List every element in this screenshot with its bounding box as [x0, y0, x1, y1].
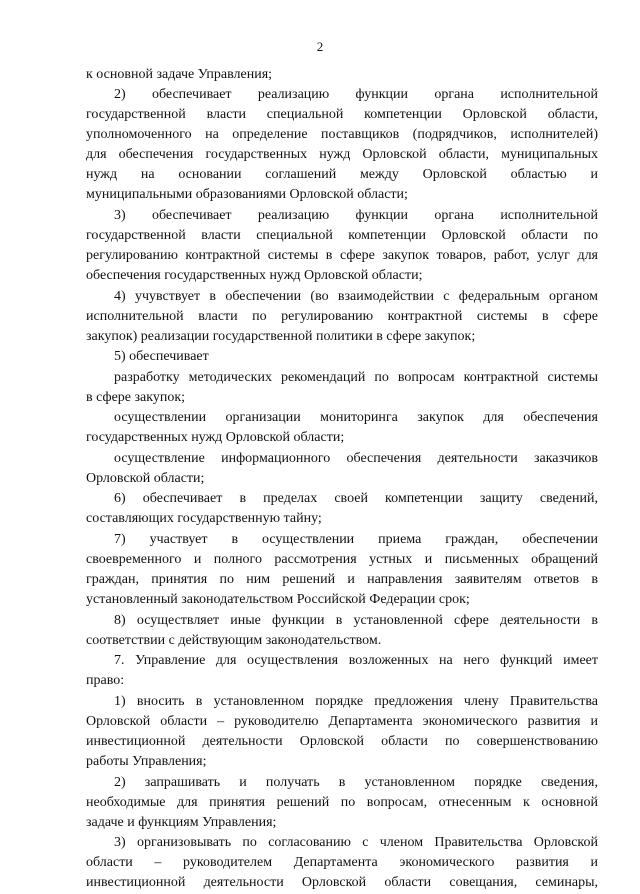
- text-line: своевременного и полного рассмотрения устных и письменных обращений: [86, 552, 598, 567]
- text-line: 3) организовывать по согласованию с членом Правительства Орловской: [114, 835, 598, 850]
- text-line: к основной задаче Управления;: [86, 67, 273, 82]
- text-line: 7) участвует в осуществлении приема граждан, обеспечении: [114, 532, 598, 547]
- text-line: 2) запрашивать и получать в установленном порядке сведения,: [114, 775, 598, 790]
- text-line: инвестиционной деятельности Орловской области по совершенствованию: [86, 734, 598, 749]
- text-line: необходимые для принятия решений по вопросам, отнесенным к основной: [86, 795, 598, 810]
- text-line: исполнительной власти по регулированию контрактной системы в сфере: [86, 309, 598, 324]
- text-line: 7. Управление для осуществления возложенных на него функций имеет: [114, 653, 598, 668]
- text-line: 3) обеспечивает реализацию функции органа исполнительной: [114, 208, 598, 223]
- text-line: задаче и функциям Управления;: [86, 815, 277, 830]
- text-line: закупок) реализации государственной политики в сфере закупок;: [86, 329, 476, 344]
- text-line: муниципальными образованиями Орловской области;: [86, 187, 408, 202]
- text-line: государственной власти специальной компетенции Орловской области по: [86, 228, 598, 243]
- text-line: право:: [86, 673, 125, 688]
- text-line: уполномоченного на определение поставщиков (подрядчиков, исполнителей): [86, 127, 598, 142]
- text-line: осуществлении организации мониторинга закупок для обеспечения: [114, 410, 598, 425]
- text-line: обеспечения государственных нужд Орловской области;: [86, 268, 423, 283]
- text-line: 6) обеспечивает в пределах своей компетенции защиту сведений,: [114, 491, 598, 506]
- text-line: составляющих государственную тайну;: [86, 511, 322, 526]
- text-line: работы Управления;: [86, 754, 207, 769]
- text-line: разработку методических рекомендаций по вопросам контрактной системы: [114, 370, 598, 385]
- text-line: 8) осуществляет иные функции в установленной сфере деятельности в: [114, 613, 598, 628]
- text-line: Орловской области;: [86, 471, 205, 486]
- text-line: в сфере закупок;: [86, 390, 186, 405]
- page-number: 2: [316, 39, 324, 54]
- text-line: 1) вносить в установленном порядке предложения члену Правительства: [114, 694, 598, 709]
- text-line: инвестиционной деятельности Орловской области совещания, семинары,: [86, 875, 598, 890]
- text-line: осуществление информационного обеспечения деятельности заказчиков: [114, 451, 598, 466]
- text-line: установленный законодательством Российской Федерации срок;: [86, 592, 470, 607]
- text-line: области – руководителем Департамента экономического развития и: [86, 855, 598, 870]
- text-line: Орловской области – руководителю Департамента экономического развития и: [86, 714, 598, 729]
- text-line: граждан, принятия по ним решений и направления заявителям ответов в: [86, 572, 598, 587]
- text-line: соответствии с действующим законодательством.: [86, 633, 382, 648]
- text-line: 4) учувствует в обеспечении (во взаимодействии с федеральным органом: [114, 289, 598, 304]
- text-line: 2) обеспечивает реализацию функции органа исполнительной: [114, 87, 598, 102]
- text-line: 5) обеспечивает: [114, 349, 209, 364]
- text-line: для обеспечения государственных нужд Орловской области, муниципальных: [86, 147, 598, 162]
- text-line: государственной власти специальной компетенции Орловской области,: [86, 107, 598, 122]
- text-line: регулированию контрактной системы в сфере закупок товаров, работ, услуг для: [86, 248, 598, 263]
- text-line: государственных нужд Орловской области;: [86, 430, 345, 445]
- text-line: нужд на основании соглашений между Орловской областью и: [86, 167, 598, 182]
